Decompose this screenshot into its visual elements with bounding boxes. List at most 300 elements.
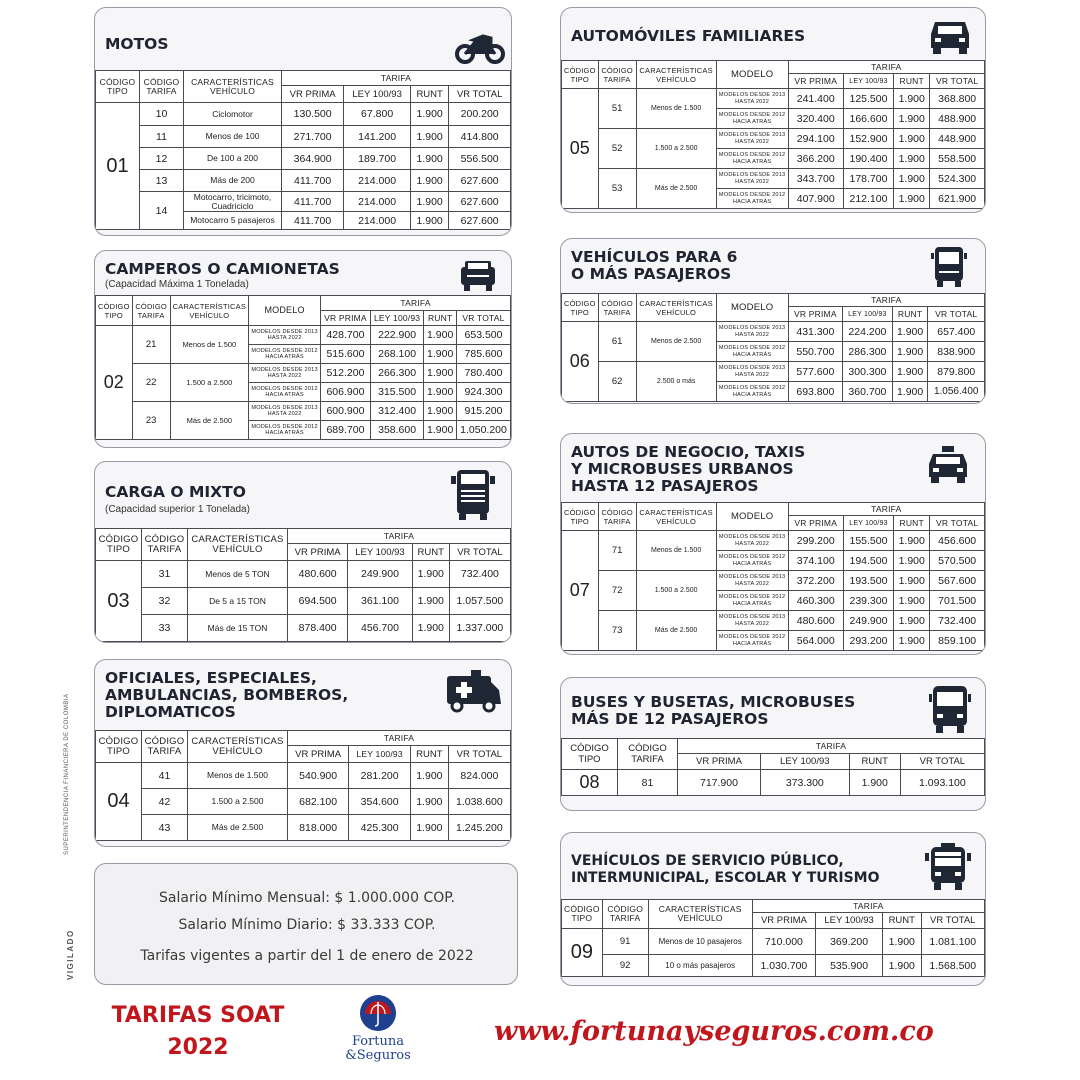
- vr-prima: 694.500: [288, 588, 348, 615]
- vr-prima: 271.700: [282, 126, 344, 148]
- runt: 1.900: [883, 955, 922, 977]
- header-caracteristicas: CARACTERÍSTICAS VEHÍCULO: [636, 503, 716, 531]
- codigo-tarifa: 51: [598, 89, 636, 129]
- buses-card: [560, 677, 986, 811]
- carga-card: [94, 461, 512, 643]
- table-row: [96, 588, 511, 615]
- vr-prima: 407.900: [788, 189, 843, 209]
- modelo: MODELOS DESDE 2013 HASTA 2022: [249, 364, 321, 383]
- runt: 1.900: [892, 382, 928, 402]
- modelo: MODELOS DESDE 2012 HACIA ATRÁS: [716, 189, 788, 209]
- header-codigo-tipo: CÓDIGO TIPO: [562, 739, 618, 770]
- runt: 1.900: [894, 531, 930, 551]
- table-row: [96, 192, 511, 212]
- caracteristica: Más de 15 TON: [188, 615, 288, 642]
- header-ley: LEY 100/93: [760, 754, 849, 770]
- codigo-tarifa: 23: [132, 402, 170, 440]
- negocio-table: [561, 502, 985, 651]
- vr-prima: 428.700: [321, 326, 371, 345]
- oficiales-table: [95, 730, 511, 841]
- caracteristica: Más de 200: [184, 170, 282, 192]
- header-codigo-tarifa: CÓDIGO TARIFA: [142, 529, 188, 561]
- table-row: [96, 364, 511, 383]
- vr-total: 657.400: [928, 322, 985, 342]
- website-link[interactable]: www.fortunayseguros.com.co: [494, 1016, 934, 1047]
- header-ley: LEY 100/93: [344, 86, 411, 103]
- publico-title: VEHÍCULOS DE SERVICIO PÚBLICO, INTERMUNICIPAL, ESCOLAR Y TURISMO: [571, 853, 880, 886]
- table-row: [562, 929, 985, 955]
- carga-table: [95, 528, 511, 642]
- header-tarifa: TARIFA: [752, 900, 984, 913]
- caracteristica: Ciclomotor: [184, 103, 282, 126]
- header-tarifa: TARIFA: [321, 296, 511, 311]
- ley: 125.500: [843, 89, 893, 109]
- vr-total: 1.057.500: [449, 588, 510, 615]
- modelo: MODELOS DESDE 2012 HACIA ATRÁS: [249, 345, 321, 364]
- vr-total: 200.200: [449, 103, 511, 126]
- vr-total: 627.600: [449, 170, 511, 192]
- header-caracteristicas: CARACTERÍSTICAS VEHÍCULO: [636, 61, 716, 89]
- runt: 1.900: [894, 169, 930, 189]
- runt: 1.900: [410, 789, 448, 815]
- fortuna-logo[interactable]: [330, 994, 426, 1074]
- bus-icon: [929, 684, 971, 736]
- codigo-tarifa: 91: [602, 929, 648, 955]
- modelo: MODELOS DESDE 2013 HASTA 2022: [716, 611, 788, 631]
- ley: 67.800: [344, 103, 411, 126]
- vr-prima: 411.700: [282, 212, 344, 230]
- header-vr-total: VR TOTAL: [930, 516, 985, 531]
- header-runt: RUNT: [849, 754, 900, 770]
- vr-total: 558.500: [930, 149, 985, 169]
- vr-prima: 299.200: [788, 531, 843, 551]
- vr-prima: 878.400: [288, 615, 348, 642]
- vr-total: 556.500: [449, 148, 511, 170]
- vr-prima: 564.000: [788, 631, 843, 651]
- runt: 1.900: [894, 611, 930, 631]
- familiares-title: AUTOMÓVILES FAMILIARES: [571, 27, 806, 45]
- header-vr-prima: VR PRIMA: [288, 746, 349, 763]
- umbrella-logo-icon: [359, 994, 397, 1032]
- caracteristica: Menos de 1.500: [170, 326, 248, 364]
- codigo-tarifa: 92: [602, 955, 648, 977]
- caracteristica: Más de 2.500: [188, 815, 288, 841]
- header-runt: RUNT: [883, 913, 922, 929]
- footer-title-line1: TARIFAS SOAT: [111, 1003, 285, 1028]
- modelo: MODELOS DESDE 2013 HASTA 2022: [716, 362, 788, 382]
- codigo-tipo: 09: [562, 929, 603, 977]
- header-vr-prima: VR PRIMA: [788, 74, 843, 89]
- runt: 1.900: [849, 770, 900, 796]
- codigo-tarifa: 61: [598, 322, 636, 362]
- publico-table: [561, 899, 985, 977]
- vr-prima: 460.300: [788, 591, 843, 611]
- codigo-tarifa: 13: [140, 170, 184, 192]
- header-vr-total: VR TOTAL: [930, 74, 985, 89]
- caracteristica: Menos de 5 TON: [188, 561, 288, 588]
- vr-total: 1.081.100: [921, 929, 984, 955]
- runt: 1.900: [894, 631, 930, 651]
- vr-total: 824.000: [448, 763, 510, 789]
- camperos-card: [94, 250, 512, 448]
- runt: 1.900: [894, 149, 930, 169]
- codigo-tarifa: 33: [142, 615, 188, 642]
- codigo-tarifa: 12: [140, 148, 184, 170]
- header-codigo-tipo: CÓDIGO TIPO: [96, 731, 142, 763]
- buses-title: BUSES Y BUSETAS, MICROBUSES MÁS DE 12 PASAJEROS: [571, 693, 856, 728]
- modelo: MODELOS DESDE 2013 HASTA 2022: [716, 531, 788, 551]
- table-row: [96, 103, 511, 126]
- codigo-tarifa: 31: [142, 561, 188, 588]
- runt: 1.900: [424, 421, 457, 440]
- codigo-tipo: 01: [96, 103, 140, 230]
- familiares-card: [560, 7, 986, 213]
- ley: 354.600: [349, 789, 411, 815]
- header-codigo-tarifa: CÓDIGO TARIFA: [132, 296, 170, 326]
- vr-total: 456.600: [930, 531, 985, 551]
- school-bus-icon: [925, 841, 971, 893]
- ley: 155.500: [843, 531, 893, 551]
- vr-prima: 294.100: [788, 129, 843, 149]
- vr-total: 785.600: [457, 345, 511, 364]
- ley: 315.500: [370, 383, 424, 402]
- camperos-table: [95, 295, 511, 440]
- vr-prima: 241.400: [788, 89, 843, 109]
- header-codigo-tarifa: CÓDIGO TARIFA: [142, 731, 188, 763]
- runt: 1.900: [892, 362, 928, 382]
- runt: 1.900: [410, 192, 448, 212]
- header-vr-total: VR TOTAL: [449, 544, 510, 561]
- runt: 1.900: [410, 103, 448, 126]
- info-card: [94, 863, 518, 985]
- modelo: MODELOS DESDE 2013 HASTA 2022: [716, 169, 788, 189]
- runt: 1.900: [412, 561, 449, 588]
- logo-line2: &Seguros: [345, 1048, 411, 1063]
- runt: 1.900: [410, 126, 448, 148]
- caracteristica: 2.500 o más: [636, 362, 716, 402]
- ley: 249.900: [348, 561, 412, 588]
- codigo-tarifa: 11: [140, 126, 184, 148]
- table-row: [562, 89, 985, 109]
- salario-mensual: Salario Mínimo Mensual: $ 1.000.000 COP.: [159, 890, 455, 906]
- table-row: [562, 531, 985, 551]
- header-runt: RUNT: [424, 311, 457, 326]
- logo-line1: Fortuna: [351, 1034, 405, 1049]
- ley: 249.900: [843, 611, 893, 631]
- ley: 361.100: [348, 588, 412, 615]
- vr-prima: 515.600: [321, 345, 371, 364]
- vr-total: 701.500: [930, 591, 985, 611]
- codigo-tarifa: 53: [598, 169, 636, 209]
- runt: 1.900: [892, 322, 928, 342]
- modelo: MODELOS DESDE 2012 HACIA ATRÁS: [716, 631, 788, 651]
- codigo-tipo: 03: [96, 561, 142, 642]
- caracteristica: Menos de 1.500: [188, 763, 288, 789]
- vr-prima: 818.000: [288, 815, 349, 841]
- header-codigo-tarifa: CÓDIGO TARIFA: [598, 294, 636, 322]
- ley: 212.100: [843, 189, 893, 209]
- caracteristica: Menos de 1.500: [636, 89, 716, 129]
- vr-total: 627.600: [449, 212, 511, 230]
- runt: 1.900: [424, 383, 457, 402]
- caracteristica: Más de 2.500: [636, 169, 716, 209]
- ley: 373.300: [760, 770, 849, 796]
- modelo: MODELOS DESDE 2013 HASTA 2022: [716, 129, 788, 149]
- header-codigo-tarifa: CÓDIGO TARIFA: [140, 71, 184, 103]
- vr-total: 879.800: [928, 362, 985, 382]
- runt: 1.900: [410, 212, 448, 230]
- ley: 193.500: [843, 571, 893, 591]
- ley: 312.400: [370, 402, 424, 421]
- runt: 1.900: [894, 129, 930, 149]
- codigo-tarifa: 43: [142, 815, 188, 841]
- header-runt: RUNT: [894, 516, 930, 531]
- vr-prima: 431.300: [788, 322, 842, 342]
- caracteristica: Más de 2.500: [636, 611, 716, 651]
- vr-total: 732.400: [930, 611, 985, 631]
- ley: 152.900: [843, 129, 893, 149]
- header-vr-prima: VR PRIMA: [788, 307, 842, 322]
- truck-icon: [451, 468, 495, 520]
- header-vr-prima: VR PRIMA: [282, 86, 344, 103]
- modelo: MODELOS DESDE 2012 HACIA ATRÁS: [716, 551, 788, 571]
- ley: 358.600: [370, 421, 424, 440]
- ley: 360.700: [843, 382, 893, 402]
- table-row: [96, 170, 511, 192]
- oficiales-title: OFICIALES, ESPECIALES, AMBULANCIAS, BOMBEROS, DIPLOMATICOS: [105, 669, 349, 721]
- modelo: MODELOS DESDE 2013 HASTA 2022: [716, 322, 788, 342]
- oficiales-card: [94, 659, 512, 847]
- header-codigo-tipo: CÓDIGO TIPO: [562, 503, 599, 531]
- header-tarifa: TARIFA: [288, 529, 511, 544]
- header-caracteristicas: CARACTERÍSTICAS VEHÍCULO: [170, 296, 248, 326]
- runt: 1.900: [424, 326, 457, 345]
- header-runt: RUNT: [410, 746, 448, 763]
- vr-total: 524.300: [930, 169, 985, 189]
- vr-total: 1.337.000: [449, 615, 510, 642]
- header-codigo-tarifa: CÓDIGO TARIFA: [602, 900, 648, 929]
- runt: 1.900: [894, 89, 930, 109]
- vr-total: 567.600: [930, 571, 985, 591]
- ley: 456.700: [348, 615, 412, 642]
- vr-total: 1.568.500: [921, 955, 984, 977]
- header-vr-total: VR TOTAL: [448, 746, 510, 763]
- modelo: MODELOS DESDE 2012 HACIA ATRÁS: [716, 591, 788, 611]
- ley: 268.100: [370, 345, 424, 364]
- modelo: MODELOS DESDE 2012 HACIA ATRÁS: [716, 342, 788, 362]
- table-row: [96, 326, 511, 345]
- vr-prima: 693.800: [788, 382, 842, 402]
- ley: 266.300: [370, 364, 424, 383]
- caracteristica: 1.500 a 2.500: [188, 789, 288, 815]
- codigo-tarifa: 10: [140, 103, 184, 126]
- codigo-tarifa: 41: [142, 763, 188, 789]
- vr-prima: 550.700: [788, 342, 842, 362]
- vr-prima: 710.000: [752, 929, 815, 955]
- publico-card: [560, 832, 986, 986]
- header-vr-prima: VR PRIMA: [788, 516, 843, 531]
- caracteristica: Más de 2.500: [170, 402, 248, 440]
- vr-prima: 411.700: [282, 170, 344, 192]
- ley: 369.200: [816, 929, 883, 955]
- vr-prima: 606.900: [321, 383, 371, 402]
- table-row: [96, 126, 511, 148]
- caracteristica: 10 o más pasajeros: [648, 955, 752, 977]
- negocio-title: AUTOS DE NEGOCIO, TAXIS Y MICROBUSES URBANOS HASTA 12 PASAJEROS: [571, 443, 806, 495]
- vr-total: 1.093.100: [900, 770, 984, 796]
- header-ley: LEY 100/93: [843, 74, 893, 89]
- caracteristica: 1.500 a 2.500: [636, 129, 716, 169]
- ley: 286.300: [843, 342, 893, 362]
- header-codigo-tipo: CÓDIGO TIPO: [96, 71, 140, 103]
- modelo: MODELOS DESDE 2012 HACIA ATRÁS: [249, 421, 321, 440]
- runt: 1.900: [412, 615, 449, 642]
- table-row: [96, 402, 511, 421]
- table-row: [562, 955, 985, 977]
- caracteristica: De 5 a 15 TON: [188, 588, 288, 615]
- table-row: [96, 148, 511, 170]
- header-codigo-tipo: CÓDIGO TIPO: [562, 900, 603, 929]
- ley: 281.200: [349, 763, 411, 789]
- vr-total: 368.800: [930, 89, 985, 109]
- ley: 214.000: [344, 212, 411, 230]
- seis-pasajeros-card: [560, 238, 986, 404]
- vr-prima: 1.030.700: [752, 955, 815, 977]
- caracteristica: Menos de 2.500: [636, 322, 716, 362]
- header-ley: LEY 100/93: [843, 516, 893, 531]
- vr-prima: 600.900: [321, 402, 371, 421]
- table-row: [562, 129, 985, 149]
- motos-title: MOTOS: [105, 35, 169, 53]
- codigo-tipo: 04: [96, 763, 142, 841]
- motorcycle-icon: [455, 30, 505, 64]
- table-row: [96, 789, 511, 815]
- modelo: MODELOS DESDE 2013 HASTA 2022: [249, 402, 321, 421]
- vr-total: 627.600: [449, 192, 511, 212]
- header-modelo: MODELO: [716, 503, 788, 531]
- header-codigo-tipo: CÓDIGO TIPO: [562, 294, 599, 322]
- vr-total: 653.500: [457, 326, 511, 345]
- ley: 189.700: [344, 148, 411, 170]
- header-codigo-tarifa: CÓDIGO TARIFA: [598, 503, 636, 531]
- header-ley: LEY 100/93: [370, 311, 424, 326]
- ley: 214.000: [344, 192, 411, 212]
- vr-prima: 480.600: [788, 611, 843, 631]
- header-tarifa: TARIFA: [788, 61, 984, 74]
- table-row: [562, 571, 985, 591]
- camperos-title: CAMPEROS O CAMIONETAS: [105, 260, 340, 278]
- runt: 1.900: [894, 591, 930, 611]
- ley: 535.900: [816, 955, 883, 977]
- table-row: [96, 763, 511, 789]
- header-codigo-tipo: CÓDIGO TIPO: [96, 296, 133, 326]
- vr-total: 924.300: [457, 383, 511, 402]
- runt: 1.900: [894, 189, 930, 209]
- vr-prima: 577.600: [788, 362, 842, 382]
- ley: 224.200: [843, 322, 893, 342]
- header-ley: LEY 100/93: [816, 913, 883, 929]
- caracteristica: Menos de 100: [184, 126, 282, 148]
- vr-total: 621.900: [930, 189, 985, 209]
- header-runt: RUNT: [412, 544, 449, 561]
- vr-prima: 689.700: [321, 421, 371, 440]
- vr-total: 570.500: [930, 551, 985, 571]
- caracteristica: 1.500 a 2.500: [636, 571, 716, 611]
- codigo-tarifa: 72: [598, 571, 636, 611]
- codigo-tipo: 08: [562, 770, 618, 796]
- header-vr-total: VR TOTAL: [457, 311, 511, 326]
- caracteristica: Motocarro, tricimoto, Cuadriciclo: [184, 192, 282, 212]
- vr-total: 780.400: [457, 364, 511, 383]
- header-vr-prima: VR PRIMA: [321, 311, 371, 326]
- header-runt: RUNT: [892, 307, 928, 322]
- header-runt: RUNT: [410, 86, 448, 103]
- vr-total: 732.400: [449, 561, 510, 588]
- negocio-card: [560, 433, 986, 655]
- carga-subtitle: (Capacidad superior 1 Tonelada): [105, 504, 250, 515]
- header-caracteristicas: CARACTERÍSTICAS VEHÍCULO: [184, 71, 282, 103]
- ley: 222.900: [370, 326, 424, 345]
- header-ley: LEY 100/93: [349, 746, 411, 763]
- header-modelo: MODELO: [716, 61, 788, 89]
- vr-prima: 372.200: [788, 571, 843, 591]
- table-row: [562, 362, 985, 382]
- vr-total: 915.200: [457, 402, 511, 421]
- motos-table: [95, 70, 511, 230]
- camperos-subtitle: (Capacidad Máxima 1 Tonelada): [105, 279, 249, 290]
- table-row: [562, 169, 985, 189]
- seis-pasajeros-title: VEHÍCULOS PARA 6 O MÁS PASAJEROS: [571, 248, 738, 283]
- header-vr-total: VR TOTAL: [928, 307, 985, 322]
- ley: 190.400: [843, 149, 893, 169]
- modelo: MODELOS DESDE 2012 HACIA ATRÁS: [716, 382, 788, 402]
- header-vr-total: VR TOTAL: [900, 754, 984, 770]
- modelo: MODELOS DESDE 2012 HACIA ATRÁS: [249, 383, 321, 402]
- tarifas-vigentes: Tarifas vigentes a partir del 1 de enero de 2022: [140, 948, 474, 964]
- table-row: [562, 611, 985, 631]
- header-codigo-tarifa: CÓDIGO TARIFA: [618, 739, 678, 770]
- familiares-table: [561, 60, 985, 209]
- ley: 194.500: [843, 551, 893, 571]
- ley: 214.000: [344, 170, 411, 192]
- caracteristica: Menos de 10 pasajeros: [648, 929, 752, 955]
- carga-title: CARGA O MIXTO: [105, 483, 246, 501]
- modelo: MODELOS DESDE 2013 HASTA 2022: [249, 326, 321, 345]
- ley: 141.200: [344, 126, 411, 148]
- vr-prima: 480.600: [288, 561, 348, 588]
- codigo-tipo: 07: [562, 531, 599, 651]
- ambulance-icon: [445, 668, 503, 714]
- runt: 1.900: [892, 342, 928, 362]
- table-row: [96, 615, 511, 642]
- vr-prima: 374.100: [788, 551, 843, 571]
- header-ley: LEY 100/93: [843, 307, 893, 322]
- header-codigo-tipo: CÓDIGO TIPO: [562, 61, 599, 89]
- codigo-tipo: 06: [562, 322, 599, 402]
- header-tarifa: TARIFA: [678, 739, 985, 754]
- vr-total: 448.900: [930, 129, 985, 149]
- modelo: MODELOS DESDE 2013 HASTA 2022: [716, 89, 788, 109]
- vr-total: 1.038.600: [448, 789, 510, 815]
- runt: 1.900: [410, 170, 448, 192]
- caracteristica: De 100 a 200: [184, 148, 282, 170]
- vr-prima: 130.500: [282, 103, 344, 126]
- codigo-tarifa: 62: [598, 362, 636, 402]
- vr-total: 1.245.200: [448, 815, 510, 841]
- codigo-tarifa: 73: [598, 611, 636, 651]
- codigo-tarifa: 71: [598, 531, 636, 571]
- runt: 1.900: [883, 929, 922, 955]
